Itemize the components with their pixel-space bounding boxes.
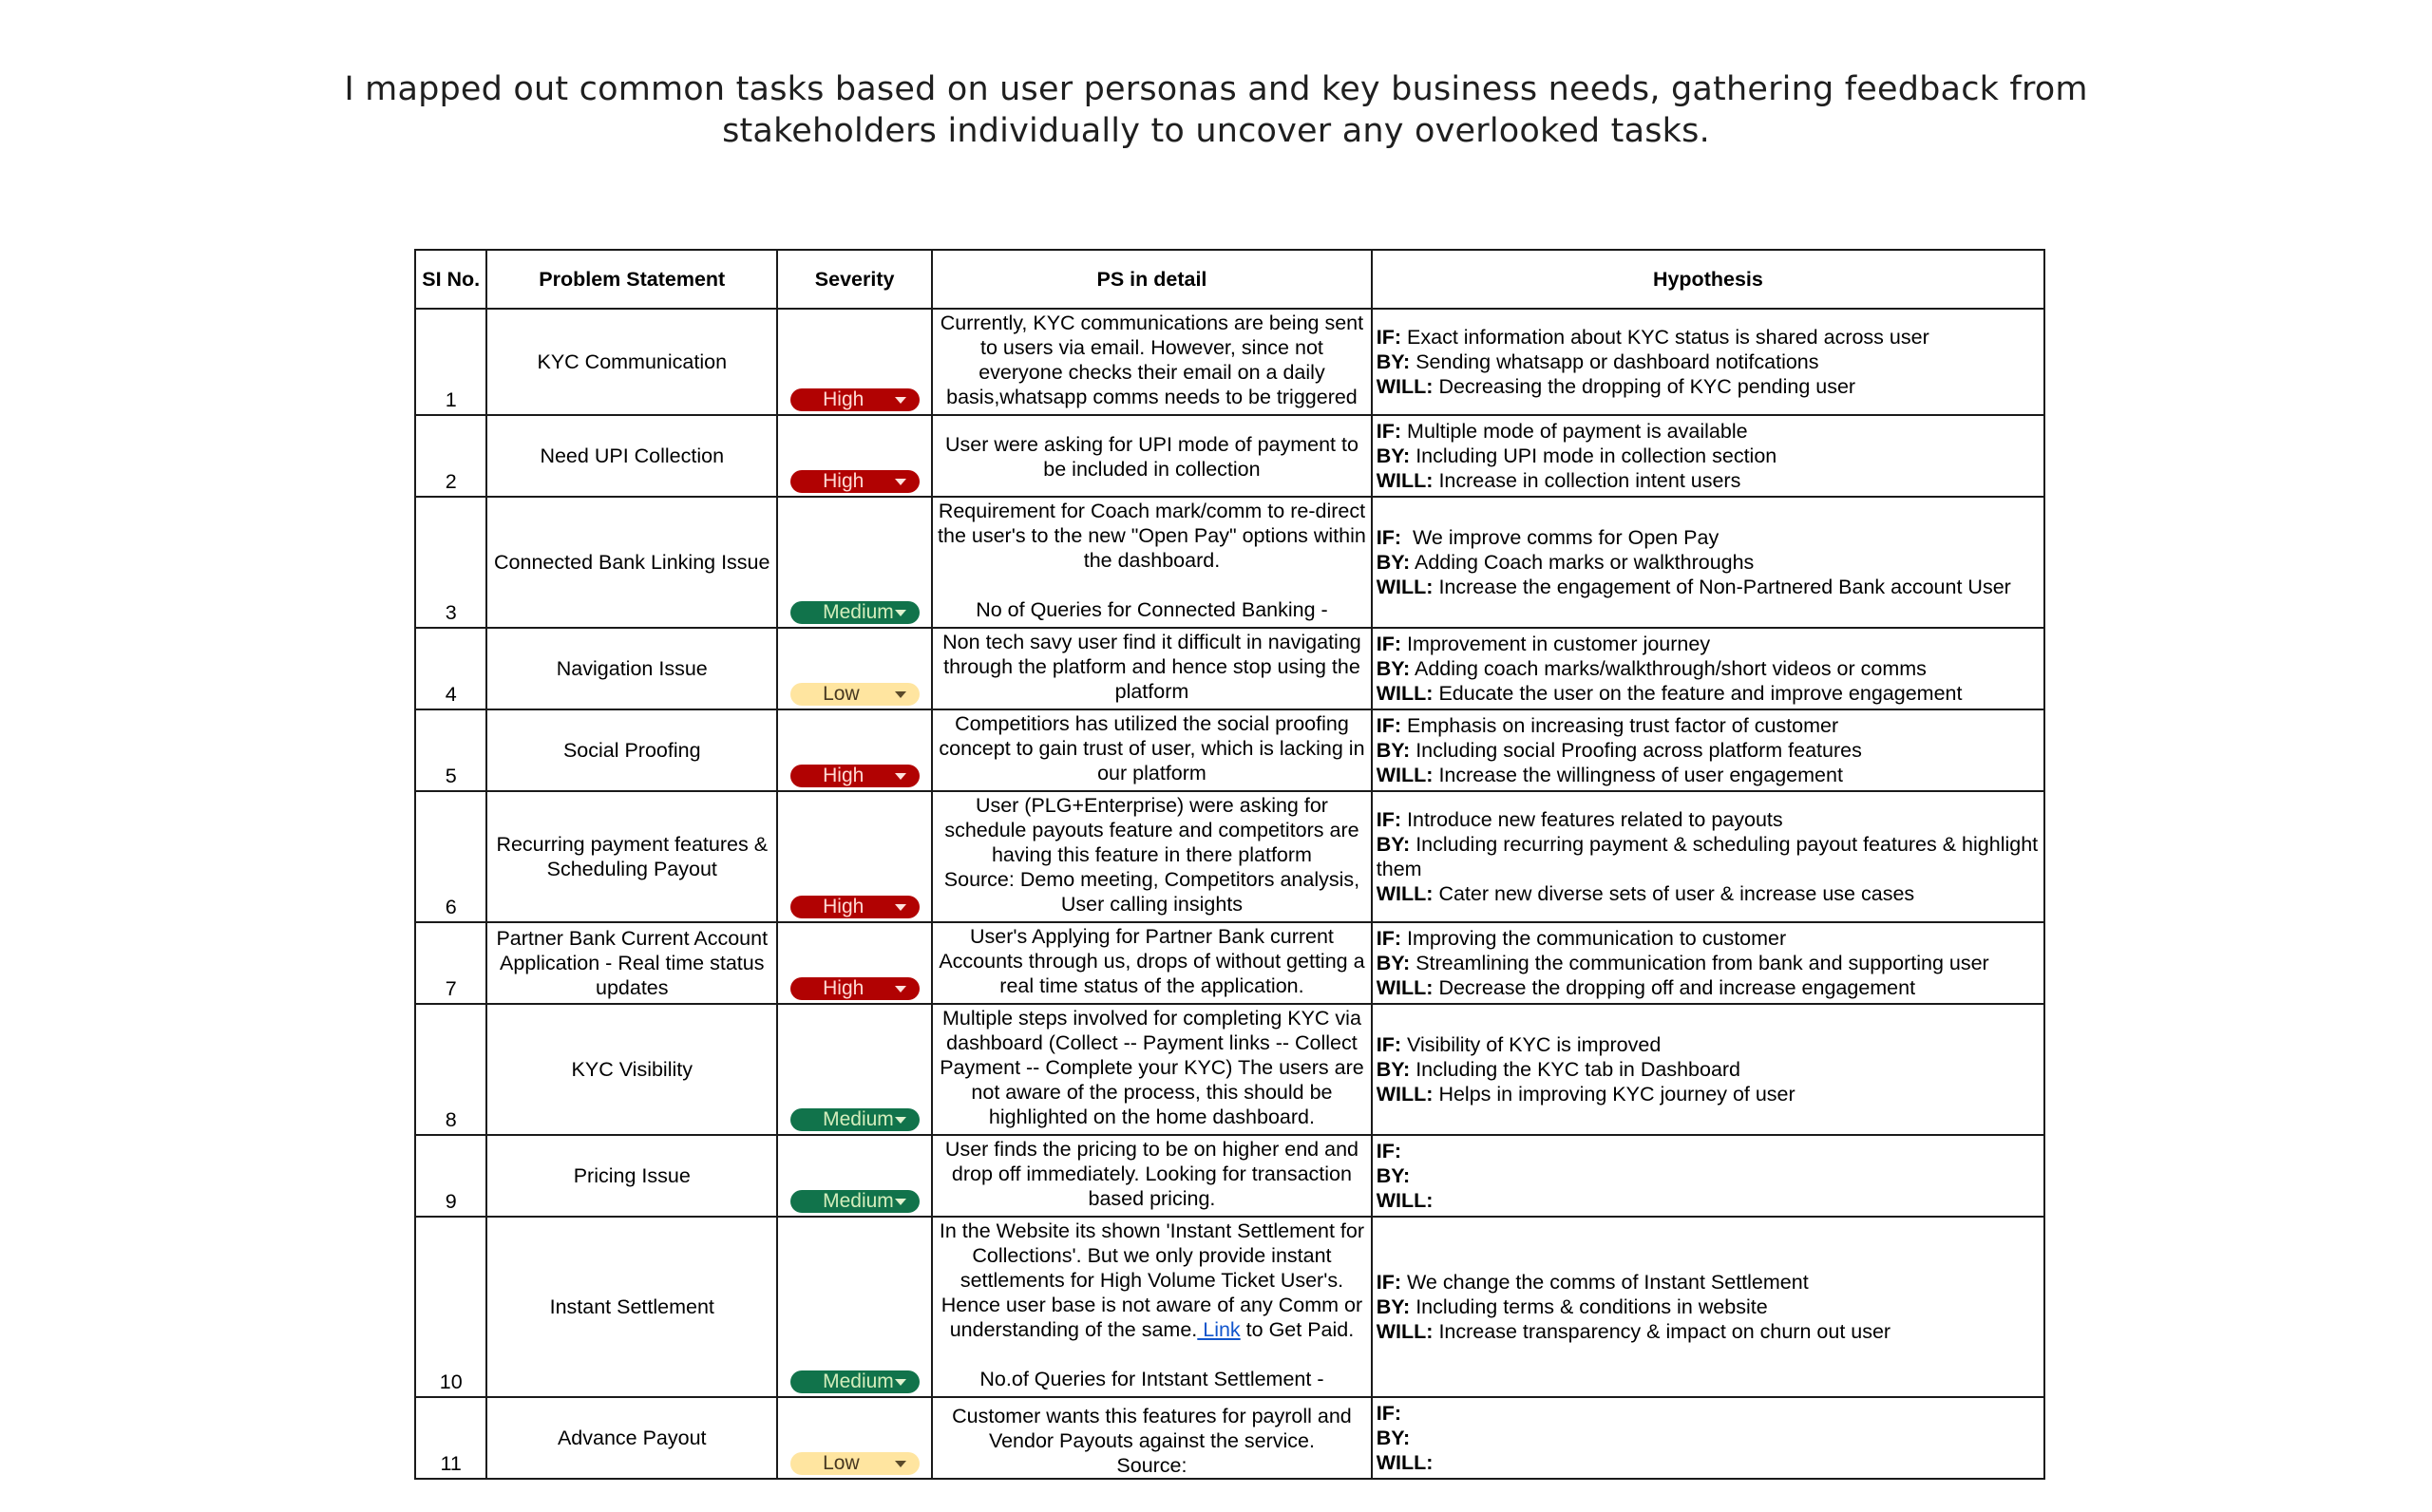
if-label: IF: (1376, 526, 1402, 549)
if-text: Visibility of KYC is improved (1407, 1033, 1662, 1056)
problem-cell[interactable]: KYC Communication (486, 309, 777, 415)
if-label: IF: (1376, 1402, 1402, 1425)
table-row (415, 415, 2044, 497)
table-row (415, 497, 2044, 628)
severity-cell[interactable] (777, 1397, 932, 1479)
by-text: Including the KYC tab in Dashboard (1416, 1058, 1741, 1081)
page-heading (0, 68, 2432, 152)
severity-value: Medium (823, 1190, 894, 1212)
problem-cell[interactable]: Need UPI Collection (486, 415, 777, 497)
dropdown-arrow-icon (895, 1379, 906, 1386)
if-label: IF: (1376, 927, 1402, 950)
detail-cell[interactable] (932, 415, 1372, 497)
severity-cell[interactable] (777, 415, 932, 497)
severity-value: High (823, 388, 864, 410)
problem-cell[interactable]: Recurring payment features & Scheduling Payout (486, 791, 777, 922)
severity-value: High (823, 470, 864, 492)
header-hypothesis: Hypothesis (1372, 250, 2044, 309)
severity-cell[interactable] (777, 1217, 932, 1397)
detail-text: No of Queries for Connected Banking - (976, 598, 1328, 621)
detail-cell[interactable] (932, 791, 1372, 922)
hypothesis-cell[interactable] (1372, 309, 2044, 415)
if-text: Improving the communication to customer (1407, 927, 1787, 950)
detail-cell[interactable] (932, 628, 1372, 709)
heading-line-2: stakeholders individually to uncover any overlooked tasks. (722, 112, 1710, 150)
severity-cell[interactable] (777, 1004, 932, 1135)
detail-text: User (PLG+Enterprise) were asking for schedule payouts feature and competitors are having this feature in there platform (944, 794, 1359, 866)
dropdown-arrow-icon (895, 691, 906, 698)
by-label: BY: (1376, 833, 1411, 856)
problem-cell[interactable]: Connected Bank Linking Issue (486, 497, 777, 628)
problem-statement-table (414, 249, 2045, 1480)
detail-cell[interactable] (932, 1397, 1372, 1479)
if-label: IF: (1376, 808, 1402, 831)
detail-text: Customer wants this features for payroll and Vendor Payouts against the service. (952, 1405, 1352, 1452)
table-row (415, 628, 2044, 709)
problem-cell[interactable]: Navigation Issue (486, 628, 777, 709)
by-text: Including UPI mode in collection section (1416, 444, 1777, 467)
sl-no-cell[interactable]: 6 (415, 791, 486, 922)
detail-text: Source: (1116, 1454, 1188, 1477)
detail-cell[interactable] (932, 497, 1372, 628)
if-text: We change the comms of Instant Settlement (1407, 1271, 1809, 1294)
will-label: WILL: (1376, 1451, 1434, 1474)
severity-value: Low (823, 1452, 860, 1474)
dropdown-arrow-icon (895, 610, 906, 616)
hypothesis-cell[interactable] (1372, 1004, 2044, 1135)
table-row (415, 1135, 2044, 1217)
severity-cell[interactable] (777, 709, 932, 791)
header-problem-statement: Problem Statement (486, 250, 777, 309)
detail-text (937, 1219, 1367, 1342)
if-text: Improvement in customer journey (1407, 633, 1711, 655)
detail-cell[interactable] (932, 709, 1372, 791)
hypothesis-cell[interactable] (1372, 1397, 2044, 1479)
will-label: WILL: (1376, 469, 1434, 492)
dropdown-arrow-icon (895, 904, 906, 911)
if-label: IF: (1376, 1271, 1402, 1294)
by-text: Including terms & conditions in website (1416, 1295, 1768, 1318)
detail-cell[interactable] (932, 1217, 1372, 1397)
problem-cell[interactable]: Social Proofing (486, 709, 777, 791)
by-label: BY: (1376, 952, 1411, 974)
dropdown-arrow-icon (895, 1117, 906, 1124)
table-row (415, 709, 2044, 791)
detail-text: Source: Demo meeting, Competitors analysis, User calling insights (943, 868, 1360, 916)
table-row (415, 1004, 2044, 1135)
severity-value: Medium (823, 1108, 894, 1130)
detail-spacer (937, 1342, 1367, 1367)
severity-cell[interactable] (777, 791, 932, 922)
will-text: Increase the willingness of user engagement (1438, 764, 1843, 786)
table-row (415, 1217, 2044, 1397)
sl-no-cell[interactable]: 2 (415, 415, 486, 497)
if-label: IF: (1376, 420, 1402, 443)
will-label: WILL: (1376, 1189, 1434, 1212)
if-text: Introduce new features related to payouts (1407, 808, 1783, 831)
hypothesis-cell[interactable] (1372, 497, 2044, 628)
by-label: BY: (1376, 1058, 1411, 1081)
hypothesis-cell[interactable] (1372, 415, 2044, 497)
severity-cell[interactable] (777, 922, 932, 1004)
detail-text: Multiple steps involved for completing KYC via dashboard (Collect -- Payment links -- Collect Payment -- Complete your KYC) The users are not aware of the process, this should be highlighted on the home dashboard. (940, 1007, 1364, 1128)
severity-dropdown[interactable] (790, 601, 920, 624)
header-sl-no: SI No. (415, 250, 486, 309)
detail-spacer (937, 573, 1367, 597)
dropdown-arrow-icon (895, 1461, 906, 1467)
if-label: IF: (1376, 714, 1402, 737)
will-label: WILL: (1376, 976, 1434, 999)
will-label: WILL: (1376, 1083, 1434, 1106)
if-text: Exact information about KYC status is shared across user (1407, 326, 1929, 349)
will-label: WILL: (1376, 682, 1434, 705)
if-text: We improve comms for Open Pay (1407, 526, 1720, 549)
if-label: IF: (1376, 326, 1402, 349)
will-text: Cater new diverse sets of user & increase use cases (1438, 882, 1915, 905)
detail-text: User were asking for UPI mode of payment to be included in collection (944, 432, 1358, 481)
hypothesis-cell[interactable] (1372, 709, 2044, 791)
by-label: BY: (1376, 1164, 1411, 1187)
problem-cell[interactable]: Partner Bank Current Account Application - Real time status updates (486, 922, 777, 1004)
header-ps-in-detail: PS in detail (932, 250, 1372, 309)
problem-cell[interactable]: Advance Payout (486, 1397, 777, 1479)
severity-value: High (823, 977, 864, 999)
dropdown-arrow-icon (895, 479, 906, 485)
if-label: IF: (1376, 1033, 1402, 1056)
header-severity: Severity (777, 250, 932, 309)
sl-no-cell[interactable]: 3 (415, 497, 486, 628)
detail-cell[interactable] (932, 922, 1372, 1004)
hypothesis-cell[interactable] (1372, 1217, 2044, 1397)
will-text: Decreasing the dropping of KYC pending user (1438, 375, 1856, 398)
sl-no-cell[interactable]: 1 (415, 309, 486, 415)
by-label: BY: (1376, 1427, 1411, 1449)
by-text: Adding Coach marks or walkthroughs (1415, 551, 1755, 574)
hypothesis-cell[interactable] (1372, 791, 2044, 922)
dropdown-arrow-icon (895, 986, 906, 992)
by-label: BY: (1376, 657, 1411, 680)
severity-cell[interactable] (777, 628, 932, 709)
severity-dropdown[interactable] (790, 765, 920, 787)
will-text: Decrease the dropping off and increase engagement (1438, 976, 1916, 999)
detail-text: User finds the pricing to be on higher end and drop off immediately. Looking for transaction based pricing. (944, 1138, 1358, 1210)
detail-text: Currently, KYC communications are being sent to users via email. However, since not everyone checks their email on a daily basis,whatsapp comms needs to be triggered (940, 312, 1364, 408)
will-label: WILL: (1376, 882, 1434, 905)
table-row (415, 1397, 2044, 1479)
severity-dropdown[interactable] (790, 388, 920, 411)
will-label: WILL: (1376, 1320, 1434, 1343)
by-text: Including social Proofing across platform features (1416, 739, 1862, 762)
severity-dropdown[interactable] (790, 470, 920, 493)
will-text: Increase transparency & impact on churn out user (1438, 1320, 1891, 1343)
hypothesis-cell[interactable] (1372, 628, 2044, 709)
hypothesis-cell[interactable] (1372, 1135, 2044, 1217)
will-label: WILL: (1376, 764, 1434, 786)
severity-value: High (823, 765, 864, 786)
by-text: Streamlining the communication from bank and supporting user (1416, 952, 1989, 974)
severity-dropdown[interactable] (790, 1452, 920, 1475)
severity-value: Medium (823, 601, 894, 623)
by-label: BY: (1376, 1295, 1411, 1318)
severity-dropdown[interactable] (790, 1190, 920, 1213)
sl-no-cell[interactable]: 9 (415, 1135, 486, 1217)
detail-cell[interactable] (932, 1004, 1372, 1135)
will-text: Helps in improving KYC journey of user (1438, 1083, 1796, 1106)
if-text: Emphasis on increasing trust factor of customer (1407, 714, 1839, 737)
detail-text: Requirement for Coach mark/comm to re-direct the user's to the new "Open Pay" options within the dashboard. (938, 500, 1366, 572)
by-label: BY: (1376, 444, 1411, 467)
if-label: IF: (1376, 1140, 1402, 1162)
severity-value: Low (823, 683, 860, 705)
by-label: BY: (1376, 739, 1411, 762)
by-label: BY: (1376, 350, 1411, 373)
if-text: Multiple mode of payment is available (1407, 420, 1748, 443)
detail-cell[interactable] (932, 309, 1372, 415)
will-text: Increase the engagement of Non-Partnered Bank account User (1438, 576, 2011, 598)
severity-dropdown[interactable] (790, 896, 920, 918)
hypothesis-cell[interactable] (1372, 922, 2044, 1004)
detail-text: User's Applying for Partner Bank current Accounts through us, drops of without getting a real time status of the application. (939, 925, 1365, 997)
severity-dropdown[interactable] (790, 1370, 920, 1393)
sl-no-cell[interactable]: 5 (415, 709, 486, 791)
by-text: Sending whatsapp or dashboard notifcations (1416, 350, 1819, 373)
severity-dropdown[interactable] (790, 683, 920, 706)
detail-text-part: In the Website its shown 'Instant Settlement for Collections'. But we only provide instant settlements for High Volume Ticket User's. Hence user base is not aware of any Comm or understanding of the same. (939, 1219, 1364, 1341)
detail-text: Non tech savy user find it difficult in navigating through the platform and hence stop using the platform (942, 631, 1361, 703)
severity-dropdown[interactable] (790, 1108, 920, 1131)
severity-value: Medium (823, 1370, 894, 1392)
table-row (415, 922, 2044, 1004)
will-text: Increase in collection intent users (1438, 469, 1741, 492)
problem-cell[interactable]: KYC Visibility (486, 1004, 777, 1135)
dropdown-arrow-icon (895, 773, 906, 780)
severity-cell[interactable] (777, 1135, 932, 1217)
sl-no-cell[interactable]: 4 (415, 628, 486, 709)
by-text: Including recurring payment & scheduling payout features & highlight them (1376, 833, 2039, 880)
detail-text: No.of Queries for Intstant Settlement - (979, 1368, 1324, 1390)
dropdown-arrow-icon (895, 397, 906, 404)
table-row (415, 309, 2044, 415)
header-row (415, 250, 2044, 309)
will-text: Educate the user on the feature and improve engagement (1438, 682, 1963, 705)
table-row (415, 791, 2044, 922)
will-label: WILL: (1376, 375, 1434, 398)
sl-no-cell[interactable]: 7 (415, 922, 486, 1004)
detail-text: Competitiors has utilized the social proofing concept to gain trust of user, which is lacking in our platform (939, 712, 1365, 784)
problem-cell[interactable]: Instant Settlement (486, 1217, 777, 1397)
by-label: BY: (1376, 551, 1411, 574)
get-paid-link[interactable]: Link (1197, 1318, 1241, 1341)
by-text: Adding coach marks/walkthrough/short videos or comms (1415, 657, 1927, 680)
problem-cell[interactable]: Pricing Issue (486, 1135, 777, 1217)
detail-text-part: to Get Paid. (1240, 1318, 1355, 1341)
severity-cell[interactable] (777, 497, 932, 628)
dropdown-arrow-icon (895, 1199, 906, 1205)
if-label: IF: (1376, 633, 1402, 655)
heading-line-1: I mapped out common tasks based on user personas and key business needs, gathering feedback from (344, 70, 2088, 108)
sl-no-cell[interactable]: 11 (415, 1397, 486, 1479)
sl-no-cell[interactable]: 10 (415, 1217, 486, 1397)
severity-cell[interactable] (777, 309, 932, 415)
detail-cell[interactable] (932, 1135, 1372, 1217)
severity-dropdown[interactable] (790, 977, 920, 1000)
sl-no-cell[interactable]: 8 (415, 1004, 486, 1135)
severity-value: High (823, 896, 864, 917)
will-label: WILL: (1376, 576, 1434, 598)
